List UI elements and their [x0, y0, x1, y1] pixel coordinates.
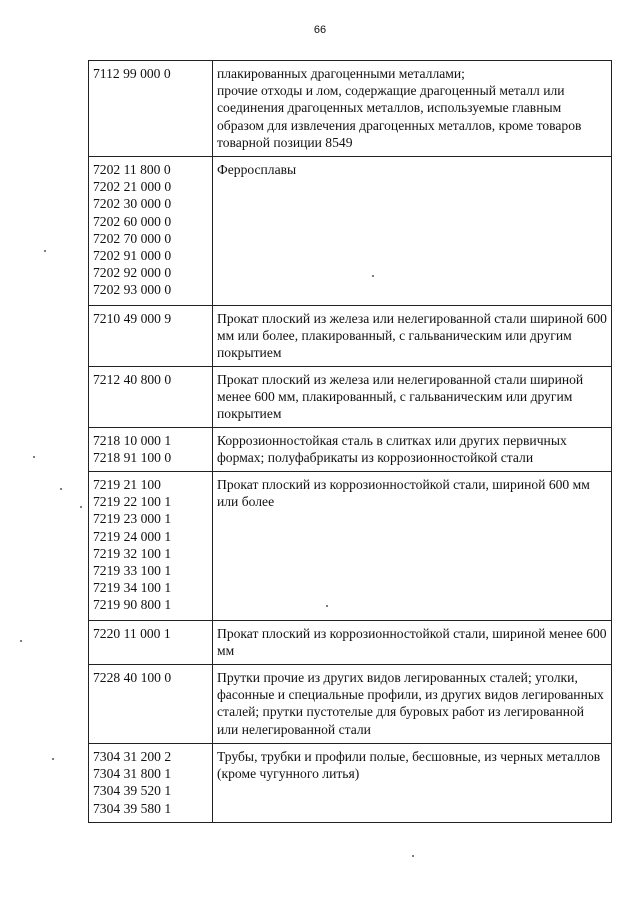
table-row — [89, 472, 612, 621]
page-number: 66 — [313, 24, 327, 36]
scan-speck — [412, 855, 414, 857]
commodity-codes: 7219 21 100 7219 22 100 1 7219 23 000 1 7219 24 000 1 7219 32 100 1 7219 33 100 1 7219 34 100 1 7219 90 800 1 — [89, 472, 213, 621]
scan-speck — [372, 275, 374, 277]
commodity-description: плакированных драгоценными металлами; прочие отходы и лом, содержащие драгоценный металл или соединения драгоценных металлов, используемые главным образом для извлечения драгоценных металлов, кроме товаров товарной позиции 8549 — [213, 61, 612, 157]
commodity-description: Ферросплавы — [213, 157, 612, 306]
commodity-description: Прокат плоский из коррозионностойкой стали, шириной 600 мм или более — [213, 472, 612, 621]
table-row — [89, 157, 612, 306]
commodity-description: Коррозионностойкая сталь в слитках или других первичных формах; полуфабрикаты из коррозионностойкой стали — [213, 428, 612, 472]
scan-speck — [44, 250, 46, 252]
commodity-codes: 7218 10 000 1 7218 91 100 0 — [89, 428, 213, 472]
scan-speck — [326, 605, 328, 607]
commodity-codes: 7112 99 000 0 — [89, 61, 213, 157]
scan-speck — [52, 758, 54, 760]
commodity-description: Трубы, трубки и профили полые, бесшовные, из черных металлов (кроме чугунного литья) — [213, 744, 612, 823]
table-row — [89, 665, 612, 744]
commodity-description: Прокат плоский из коррозионностойкой стали, шириной менее 600 мм — [213, 621, 612, 665]
commodity-description: Прутки прочие из других видов легированных сталей; уголки, фасонные и специальные профили, из других видов легированных сталей; прутки пустотелые для буровых работ из легированной или нелегированной стали — [213, 665, 612, 744]
commodity-description: Прокат плоский из железа или нелегированной стали шириной менее 600 мм, плакированный, с гальваническим или другим покрытием — [213, 367, 612, 428]
table-row — [89, 744, 612, 823]
commodity-codes: 7228 40 100 0 — [89, 665, 213, 744]
commodity-codes: 7304 31 200 2 7304 31 800 1 7304 39 520 1 7304 39 580 1 — [89, 744, 213, 823]
table-row — [89, 61, 612, 157]
scan-speck — [80, 506, 82, 508]
commodity-code-table — [88, 60, 612, 823]
commodity-codes: 7220 11 000 1 — [89, 621, 213, 665]
table-row — [89, 367, 612, 428]
table-row — [89, 306, 612, 367]
scan-speck — [33, 456, 35, 458]
commodity-codes: 7210 49 000 9 — [89, 306, 213, 367]
commodity-codes: 7202 11 800 0 7202 21 000 0 7202 30 000 0 7202 60 000 0 7202 70 000 0 7202 91 000 0 7202 92 000 0 7202 93 000 0 — [89, 157, 213, 306]
table-row — [89, 428, 612, 472]
table-row — [89, 621, 612, 665]
scan-speck — [20, 640, 22, 642]
commodity-description: Прокат плоский из железа или нелегированной стали шириной 600 мм или более, плакированный, с гальваническим или другим покрытием — [213, 306, 612, 367]
commodity-codes: 7212 40 800 0 — [89, 367, 213, 428]
scan-speck — [60, 488, 62, 490]
